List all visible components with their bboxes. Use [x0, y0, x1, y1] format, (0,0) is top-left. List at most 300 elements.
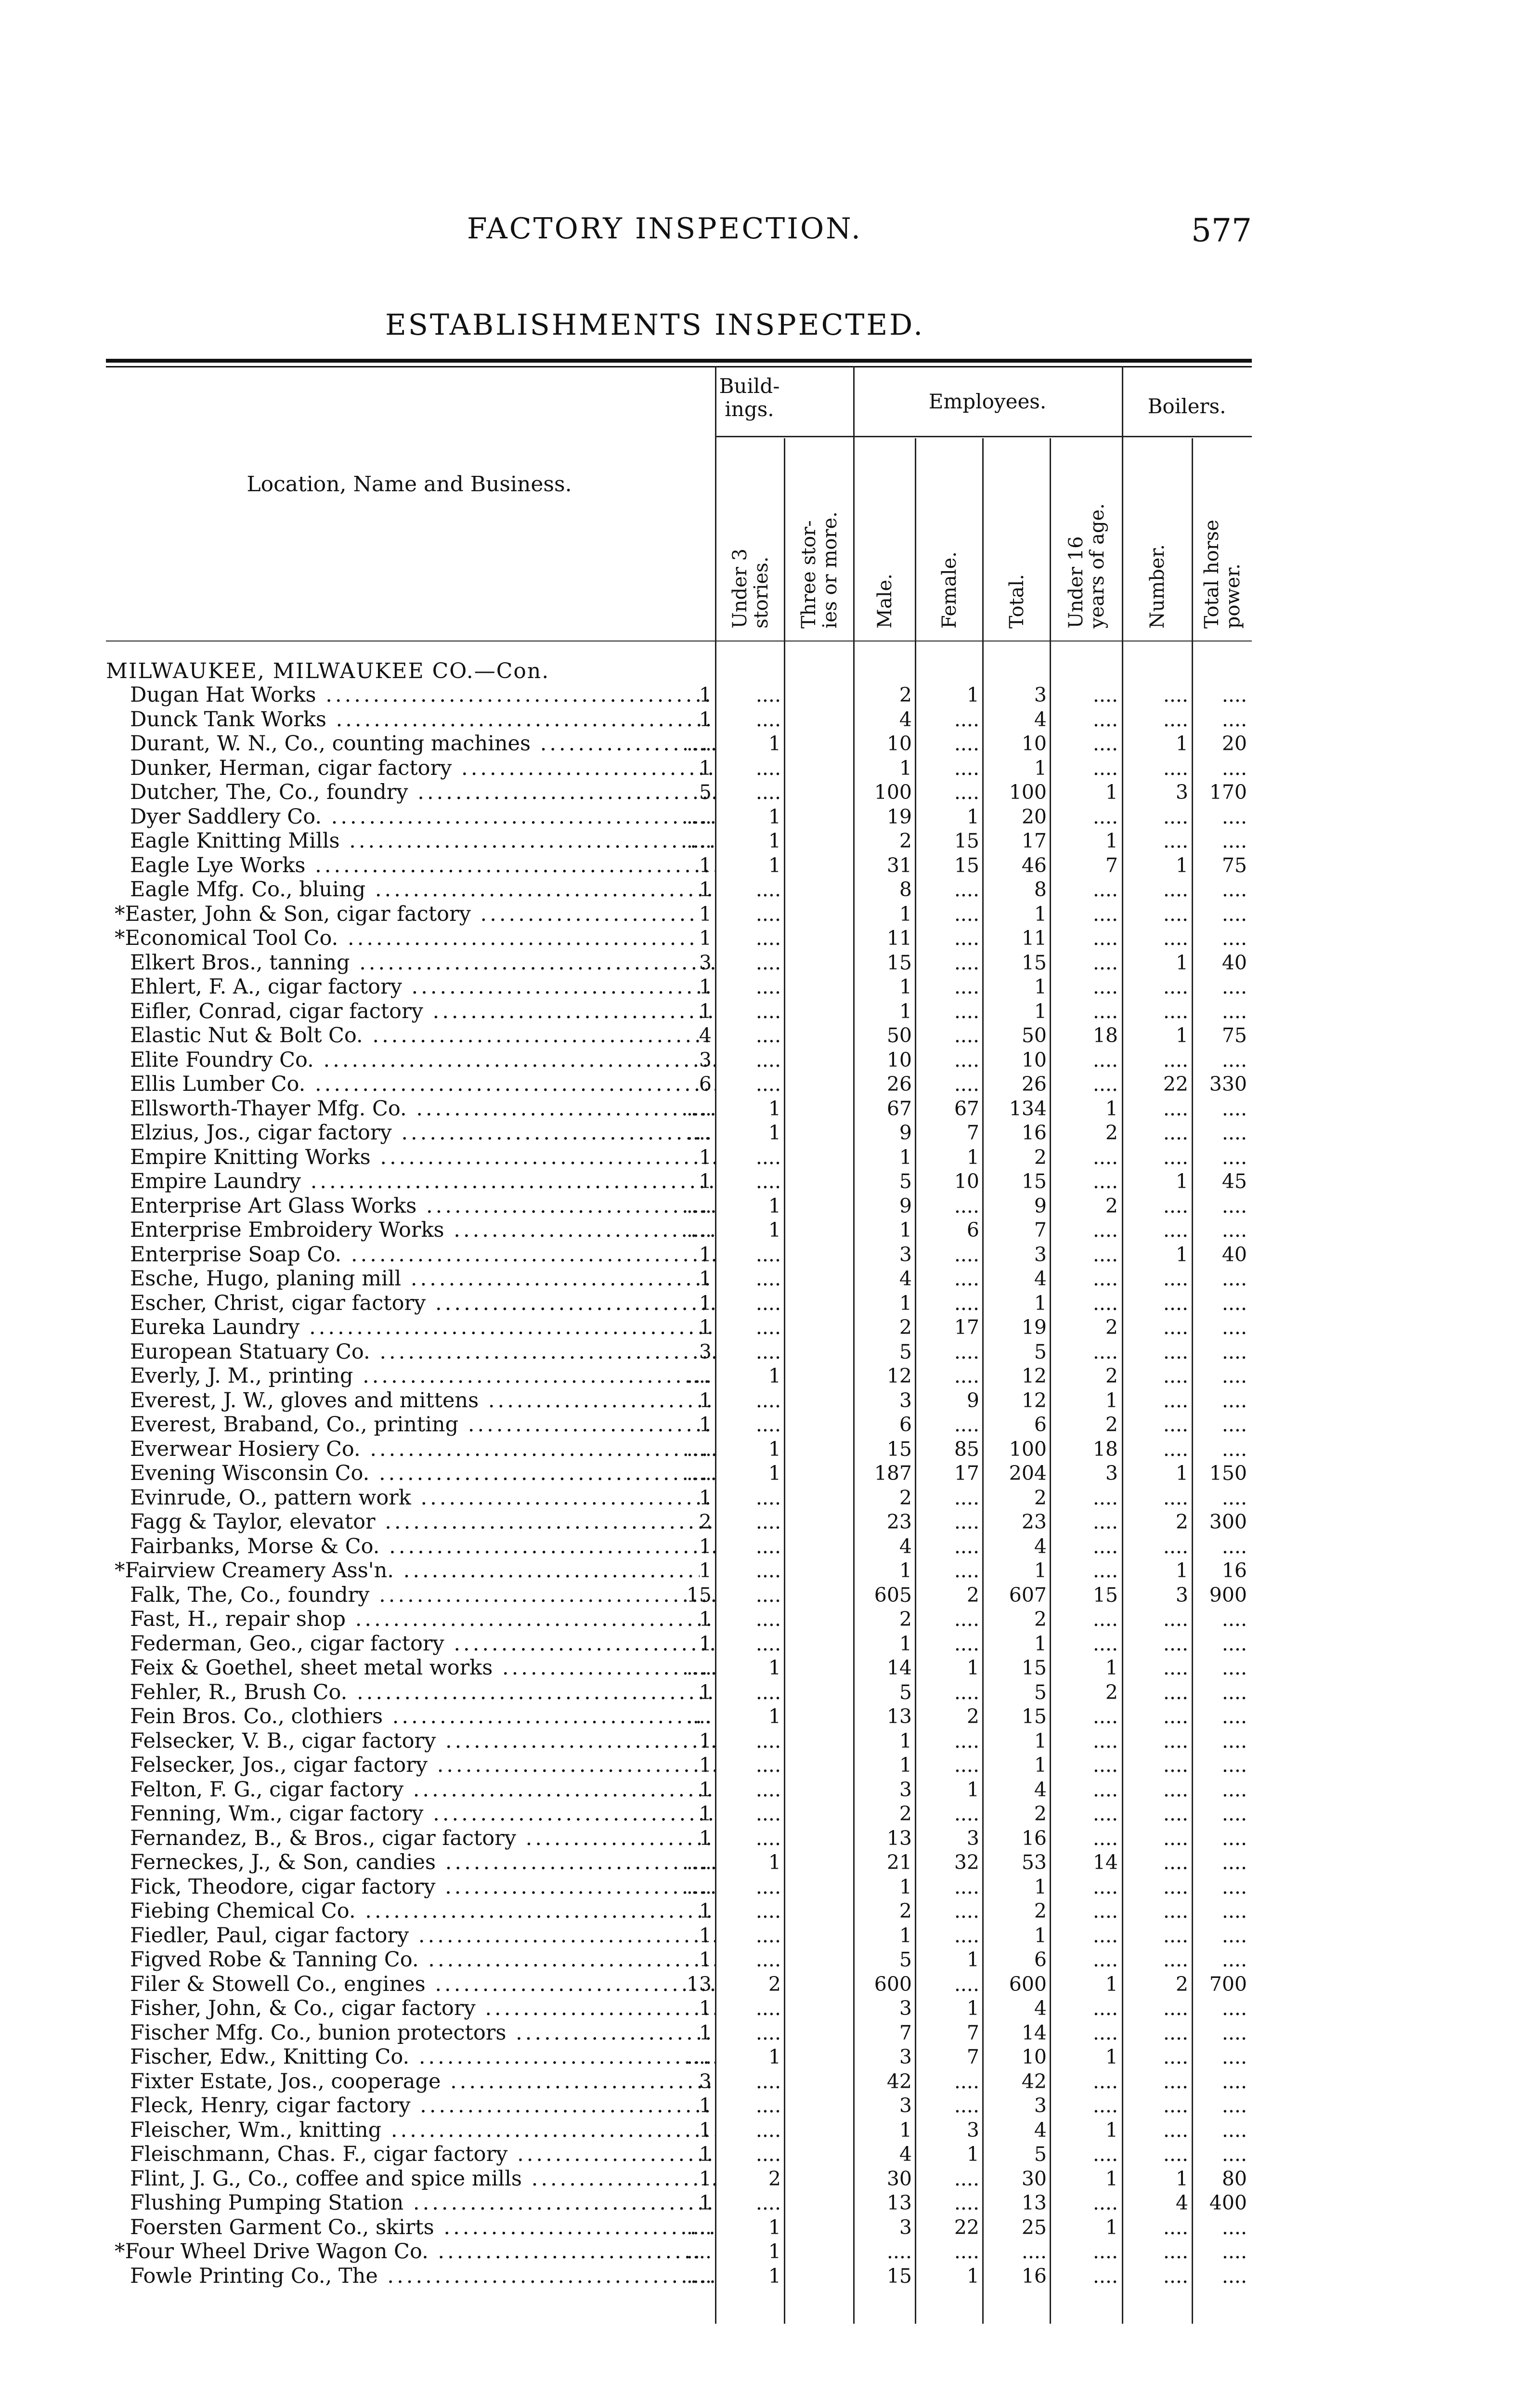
cell-total: 134: [1009, 1097, 1047, 1120]
cell-u3: 1: [699, 1486, 712, 1509]
cell-bn: 2: [1175, 1972, 1188, 1996]
cell-male: 15: [886, 951, 912, 974]
cell-male: 19: [886, 805, 912, 828]
table-row: [0, 1145, 1533, 1170]
group-boilers: Boilers.: [1147, 394, 1226, 418]
cell-u16: 7: [1105, 853, 1118, 877]
cell-s3: ....: [755, 1267, 781, 1290]
cell-male: 100: [874, 781, 912, 804]
cell-u3: 1: [699, 1899, 712, 1923]
cell-bn: ....: [1163, 2215, 1188, 2239]
cell-total: 1: [1034, 1875, 1047, 1898]
cell-bn: 1: [1175, 853, 1188, 877]
cell-bn: ....: [1163, 1340, 1188, 1363]
cell-male: 3: [899, 1243, 912, 1266]
establishment-name: European Statuary Co. .....: [130, 1340, 715, 1364]
cell-hp: ....: [1221, 1875, 1247, 1898]
cell-bn: ....: [1163, 975, 1188, 998]
table-row: [0, 902, 1533, 927]
establishment-name: Felsecker, Jos., cigar factory .....: [130, 1753, 715, 1777]
cell-u16: ....: [1092, 1145, 1118, 1169]
cell-u3: 1: [699, 1145, 712, 1169]
cell-u16: ....: [1092, 1218, 1118, 1242]
cell-male: 1: [899, 1559, 912, 1582]
cell-total: 15: [1021, 951, 1047, 974]
cell-hp: 45: [1221, 1170, 1247, 1193]
establishment-name: Federman, Geo., cigar factory .....: [130, 1632, 715, 1656]
establishment-name: Dunker, Herman, cigar factory .....: [130, 756, 715, 780]
cell-female: ....: [954, 1024, 979, 1047]
cell-hp: ....: [1221, 683, 1247, 707]
cell-male: 187: [874, 1462, 912, 1485]
establishment-name: Falk, The, Co., foundry .....: [130, 1583, 715, 1607]
cell-u3: 1: [699, 1924, 712, 1947]
cell-total: 10: [1021, 732, 1047, 755]
cell-total: 6: [1034, 1948, 1047, 1971]
table-row: [0, 1315, 1533, 1340]
cell-total: 10: [1021, 1048, 1047, 1072]
cell-bn: 1: [1175, 732, 1188, 755]
establishment-name: Ferneckes, J., & Son, candies .....: [130, 1850, 715, 1874]
cell-total: 50: [1021, 1024, 1047, 1047]
cell-s3: ....: [755, 2143, 781, 2166]
cell-total: 3: [1034, 1243, 1047, 1266]
cell-male: 10: [886, 732, 912, 755]
cell-u3: ....: [686, 2264, 712, 2288]
column-header-text: Male.: [873, 574, 896, 628]
cell-total: 16: [1021, 1121, 1047, 1144]
column-header-text: Total horse power.: [1201, 519, 1244, 628]
table-row: [0, 1826, 1533, 1851]
cell-bn: ....: [1163, 1048, 1188, 1072]
cell-bn: ....: [1163, 1778, 1188, 1801]
group-rule: [853, 436, 1122, 437]
cell-male: ....: [886, 2240, 912, 2263]
cell-female: ....: [954, 1291, 979, 1315]
cell-female: ....: [954, 1194, 979, 1217]
establishment-name: Felsecker, V. B., cigar factory .....: [130, 1729, 715, 1753]
cell-total: 5: [1034, 2143, 1047, 2166]
cell-u3: 1: [699, 1388, 712, 1412]
cell-u16: ....: [1092, 1048, 1118, 1072]
cell-u16: ....: [1092, 1729, 1118, 1753]
table-row: [0, 1023, 1533, 1048]
cell-bn: ....: [1163, 1267, 1188, 1290]
establishment-name: Fowle Printing Co., The .....: [130, 2264, 715, 2288]
cell-female: 1: [966, 1948, 979, 1971]
cell-total: 2: [1034, 1608, 1047, 1631]
cell-total: 16: [1021, 2264, 1047, 2288]
cell-s3: ....: [755, 1413, 781, 1436]
cell-female: 1: [966, 1145, 979, 1169]
cell-bn: ....: [1163, 927, 1188, 950]
cell-male: 11: [886, 927, 912, 950]
cell-total: 14: [1021, 2021, 1047, 2044]
cell-s3: ....: [755, 975, 781, 998]
cell-u16: 15: [1092, 1583, 1118, 1607]
column-header: [717, 441, 784, 633]
cell-u3: 1: [699, 1608, 712, 1631]
cell-male: 2: [899, 829, 912, 852]
table-row: [0, 926, 1533, 951]
cell-s3: ....: [755, 2191, 781, 2214]
cell-bn: ....: [1163, 1632, 1188, 1655]
cell-s3: ....: [755, 1316, 781, 1339]
cell-u3: 6: [699, 1073, 712, 1096]
cell-total: 4: [1034, 1778, 1047, 1801]
cell-u3: ....: [686, 1364, 712, 1387]
establishment-name: Enterprise Embroidery Works .....: [130, 1218, 715, 1242]
cell-s3: 1: [768, 732, 781, 755]
running-head: [106, 212, 1252, 250]
cell-u3: 1: [699, 975, 712, 998]
cell-u16: ....: [1092, 1924, 1118, 1947]
cell-total: 1: [1034, 975, 1047, 998]
establishment-name: Filer & Stowell Co., engines .....: [130, 1972, 715, 1996]
cell-hp: ....: [1221, 2240, 1247, 2263]
cell-s3: 1: [768, 1121, 781, 1144]
cell-u3: 1: [699, 683, 712, 707]
cell-female: ....: [954, 1048, 979, 1072]
establishment-name: *Economical Tool Co. .....: [115, 926, 700, 950]
column-header-text: Female.: [938, 551, 961, 628]
cell-male: 2: [899, 1486, 912, 1509]
cell-u3: 1: [699, 2118, 712, 2142]
cell-female: 2: [966, 1583, 979, 1607]
table-row: [0, 1413, 1533, 1437]
cell-female: ....: [954, 1608, 979, 1631]
cell-female: ....: [954, 2094, 979, 2117]
cell-bn: ....: [1163, 2118, 1188, 2142]
establishment-name: Dutcher, The, Co., foundry .....: [130, 780, 715, 804]
cell-total: 15: [1021, 1705, 1047, 1728]
cell-male: 3: [899, 2215, 912, 2239]
running-title: FACTORY INSPECTION.: [467, 212, 862, 246]
table-row: [0, 1729, 1533, 1754]
group-employees: Employees.: [928, 390, 1047, 413]
cell-hp: ....: [1221, 1486, 1247, 1509]
table-row: [0, 2215, 1533, 2240]
cell-s3: ....: [755, 999, 781, 1023]
cell-bn: ....: [1163, 902, 1188, 926]
cell-s3: 1: [768, 2240, 781, 2263]
cell-s3: 1: [768, 1851, 781, 1874]
cell-female: 1: [966, 2143, 979, 2166]
cell-hp: 40: [1221, 1243, 1247, 1266]
cell-u3: ....: [686, 732, 712, 755]
table-row: [0, 1996, 1533, 2021]
table-row: [0, 756, 1533, 781]
cell-bn: ....: [1163, 1316, 1188, 1339]
cell-hp: ....: [1221, 1291, 1247, 1315]
table-row: [0, 999, 1533, 1024]
cell-male: 1: [899, 1145, 912, 1169]
cell-bn: ....: [1163, 2094, 1188, 2117]
cell-u16: ....: [1092, 1170, 1118, 1193]
cell-s3: 1: [768, 2045, 781, 2068]
cell-u3: 1: [699, 1778, 712, 1801]
cell-hp: ....: [1221, 1802, 1247, 1825]
cell-hp: ....: [1221, 1680, 1247, 1704]
cell-u16: ....: [1092, 1997, 1118, 2020]
cell-bn: 3: [1175, 781, 1188, 804]
cell-total: 204: [1009, 1462, 1047, 1485]
establishment-name: Elzius, Jos., cigar factory .....: [130, 1121, 715, 1145]
cell-male: 1: [899, 756, 912, 780]
table-row: [0, 1340, 1533, 1364]
cell-s3: ....: [755, 781, 781, 804]
cell-total: 7: [1034, 1218, 1047, 1242]
cell-female: ....: [954, 2069, 979, 2093]
cell-total: 5: [1034, 1340, 1047, 1363]
cell-u16: ....: [1092, 927, 1118, 950]
establishment-name: Everest, J. W., gloves and mittens .....: [130, 1388, 715, 1413]
cell-s3: ....: [755, 1291, 781, 1315]
establishment-name: Fiedler, Paul, cigar factory .....: [130, 1924, 715, 1948]
cell-s3: ....: [755, 1875, 781, 1898]
cell-u3: 1: [699, 707, 712, 731]
cell-s3: ....: [755, 683, 781, 707]
cell-bn: ....: [1163, 1924, 1188, 1947]
cell-u3: ....: [686, 1656, 712, 1679]
cell-u3: 1: [699, 2191, 712, 2214]
cell-u16: ....: [1092, 1510, 1118, 1533]
table-row: [0, 1218, 1533, 1243]
cell-female: 2: [966, 1705, 979, 1728]
cell-hp: ....: [1221, 1656, 1247, 1679]
column-header: [916, 441, 982, 633]
cell-u3: 1: [699, 1316, 712, 1339]
table-row: [0, 1704, 1533, 1729]
cell-bn: 22: [1163, 1073, 1188, 1096]
table-row: [0, 1486, 1533, 1510]
column-header-text: Under 16 years of age.: [1065, 503, 1108, 628]
cell-total: 1: [1034, 1632, 1047, 1655]
cell-u16: ....: [1092, 1486, 1118, 1509]
table-row: [0, 1291, 1533, 1316]
cell-female: 3: [966, 2118, 979, 2142]
cell-u16: ....: [1092, 2264, 1118, 2288]
cell-u16: ....: [1092, 1705, 1118, 1728]
table-row: [0, 2021, 1533, 2045]
cell-s3: ....: [755, 902, 781, 926]
cell-u16: ....: [1092, 683, 1118, 707]
cell-female: ....: [954, 927, 979, 950]
top-rule-thin: [106, 366, 1252, 367]
cell-female: ....: [954, 1729, 979, 1753]
cell-u3: 1: [699, 1632, 712, 1655]
establishment-name: Fehler, R., Brush Co. .....: [130, 1680, 715, 1704]
cell-u16: ....: [1092, 1802, 1118, 1825]
table-row: [0, 1972, 1533, 1997]
establishment-name: Dunck Tank Works .....: [130, 707, 715, 732]
cell-male: 14: [886, 1656, 912, 1679]
cell-female: ....: [954, 1680, 979, 1704]
cell-female: ....: [954, 1875, 979, 1898]
establishment-name: Fagg & Taylor, elevator .....: [130, 1510, 715, 1534]
table-row: [0, 1121, 1533, 1145]
cell-male: 7: [899, 2021, 912, 2044]
cell-u3: ....: [686, 1875, 712, 1898]
cell-female: ....: [954, 1972, 979, 1996]
cell-hp: ....: [1221, 1316, 1247, 1339]
establishment-name: Elkert Bros., tanning .....: [130, 951, 715, 975]
cell-female: 17: [954, 1462, 979, 1485]
cell-total: 3: [1034, 683, 1047, 707]
establishment-name: Empire Knitting Works .....: [130, 1145, 715, 1169]
cell-male: 13: [886, 1705, 912, 1728]
cell-female: ....: [954, 951, 979, 974]
cell-female: ....: [954, 756, 979, 780]
table-row: [0, 2142, 1533, 2167]
establishment-name: Eureka Laundry .....: [130, 1315, 715, 1339]
cell-bn: ....: [1163, 1802, 1188, 1825]
cell-u3: 1: [699, 1267, 712, 1290]
cell-male: 6: [899, 1413, 912, 1436]
cell-u3: 3: [699, 2069, 712, 2093]
establishment-name: Dyer Saddlery Co. .....: [130, 805, 715, 829]
establishment-name: Elastic Nut & Bolt Co. .....: [130, 1023, 715, 1047]
cell-male: 50: [886, 1024, 912, 1047]
table-row: [0, 1267, 1533, 1291]
cell-hp: 170: [1209, 781, 1247, 804]
cell-hp: 20: [1221, 732, 1247, 755]
establishment-name: *Fairview Creamery Ass'n. .....: [115, 1558, 700, 1583]
cell-u16: 2: [1105, 1316, 1118, 1339]
cell-bn: ....: [1163, 1388, 1188, 1412]
table-row: [0, 683, 1533, 707]
cell-female: ....: [954, 1632, 979, 1655]
cell-u3: ....: [686, 829, 712, 852]
cell-u16: ....: [1092, 2021, 1118, 2044]
cell-u16: ....: [1092, 1291, 1118, 1315]
cell-u3: 1: [699, 1729, 712, 1753]
establishment-name: Evinrude, O., pattern work .....: [130, 1486, 715, 1510]
cell-total: 2: [1034, 1802, 1047, 1825]
cell-female: 22: [954, 2215, 979, 2239]
cell-s3: ....: [755, 1899, 781, 1923]
cell-u3: ....: [686, 805, 712, 828]
top-rule: [106, 359, 1252, 363]
cell-male: 21: [886, 1851, 912, 1874]
cell-s3: ....: [755, 1534, 781, 1558]
cell-hp: ....: [1221, 1218, 1247, 1242]
establishment-name: Eagle Mfg. Co., bluing .....: [130, 877, 715, 902]
cell-bn: 1: [1175, 951, 1188, 974]
cell-s3: ....: [755, 1948, 781, 1971]
cell-u16: ....: [1092, 1534, 1118, 1558]
column-header: [1123, 441, 1192, 633]
cell-male: 3: [899, 2045, 912, 2068]
cell-s3: ....: [755, 1486, 781, 1509]
cell-hp: ....: [1221, 1705, 1247, 1728]
cell-bn: ....: [1163, 2045, 1188, 2068]
cell-male: 2: [899, 1316, 912, 1339]
table-row: [0, 1875, 1533, 1899]
cell-s3: ....: [755, 1510, 781, 1533]
cell-hp: 330: [1209, 1073, 1247, 1096]
table-row: [0, 1169, 1533, 1194]
cell-bn: ....: [1163, 1486, 1188, 1509]
cell-bn: ....: [1163, 1364, 1188, 1387]
table-row: [0, 1437, 1533, 1462]
cell-hp: ....: [1221, 999, 1247, 1023]
table-row: [0, 1243, 1533, 1267]
cell-u16: ....: [1092, 1899, 1118, 1923]
cell-total: 6: [1034, 1413, 1047, 1436]
cell-hp: ....: [1221, 1413, 1247, 1436]
cell-s3: ....: [755, 927, 781, 950]
cell-hp: ....: [1221, 2118, 1247, 2142]
cell-male: 13: [886, 1826, 912, 1850]
group-buildings: Build- ings.: [719, 374, 780, 421]
cell-u3: 1: [699, 927, 712, 950]
cell-u3: 13: [686, 1972, 712, 1996]
cell-hp: ....: [1221, 1097, 1247, 1120]
cell-female: ....: [954, 732, 979, 755]
cell-u3: 1: [699, 756, 712, 780]
cell-u3: 1: [699, 878, 712, 901]
cell-bn: 3: [1175, 1583, 1188, 1607]
cell-bn: ....: [1163, 2264, 1188, 2288]
cell-female: ....: [954, 1364, 979, 1387]
cell-u16: 14: [1092, 1851, 1118, 1874]
cell-u16: ....: [1092, 1243, 1118, 1266]
cell-u3: 1: [699, 2167, 712, 2190]
cell-male: 4: [899, 707, 912, 731]
establishment-name: *Easter, John & Son, cigar factory .....: [115, 902, 700, 926]
cell-female: ....: [954, 1924, 979, 1947]
establishment-name: Ellis Lumber Co. .....: [130, 1072, 715, 1096]
establishment-name: Fisher, John, & Co., cigar factory .....: [130, 1996, 715, 2020]
cell-female: ....: [954, 1073, 979, 1096]
establishment-name: Eagle Lye Works .....: [130, 853, 715, 877]
column-header-text: Under 3 stories.: [729, 548, 772, 628]
cell-male: 3: [899, 1997, 912, 2020]
cell-hp: ....: [1221, 1924, 1247, 1947]
establishment-name: Evening Wisconsin Co. .....: [130, 1461, 715, 1485]
cell-male: 5: [899, 1680, 912, 1704]
cell-female: ....: [954, 1534, 979, 1558]
cell-total: 11: [1021, 927, 1047, 950]
cell-u16: ....: [1092, 878, 1118, 901]
cell-u16: 18: [1092, 1437, 1118, 1461]
cell-u3: 1: [699, 1243, 712, 1266]
cell-s3: ....: [755, 1729, 781, 1753]
table-row: [0, 1680, 1533, 1705]
cell-u3: 3: [699, 1048, 712, 1072]
cell-male: 1: [899, 1291, 912, 1315]
table-row: [0, 1048, 1533, 1073]
establishment-name: *Four Wheel Drive Wagon Co. .....: [115, 2239, 700, 2264]
column-header-text: Number.: [1146, 544, 1169, 628]
establishment-name: Felton, F. G., cigar factory .....: [130, 1778, 715, 1802]
cell-hp: ....: [1221, 1729, 1247, 1753]
establishment-name: Enterprise Art Glass Works .....: [130, 1194, 715, 1218]
establishment-name: Fast, H., repair shop .....: [130, 1607, 715, 1631]
cell-hp: ....: [1221, 1364, 1247, 1387]
cell-hp: ....: [1221, 878, 1247, 901]
cell-total: 12: [1021, 1388, 1047, 1412]
cell-hp: ....: [1221, 2069, 1247, 2093]
cell-total: 15: [1021, 1170, 1047, 1193]
establishment-name: Empire Laundry .....: [130, 1169, 715, 1193]
cell-hp: 400: [1209, 2191, 1247, 2214]
cell-bn: ....: [1163, 829, 1188, 852]
cell-female: ....: [954, 999, 979, 1023]
cell-bn: 1: [1175, 1462, 1188, 1485]
cell-u16: 2: [1105, 1364, 1118, 1387]
